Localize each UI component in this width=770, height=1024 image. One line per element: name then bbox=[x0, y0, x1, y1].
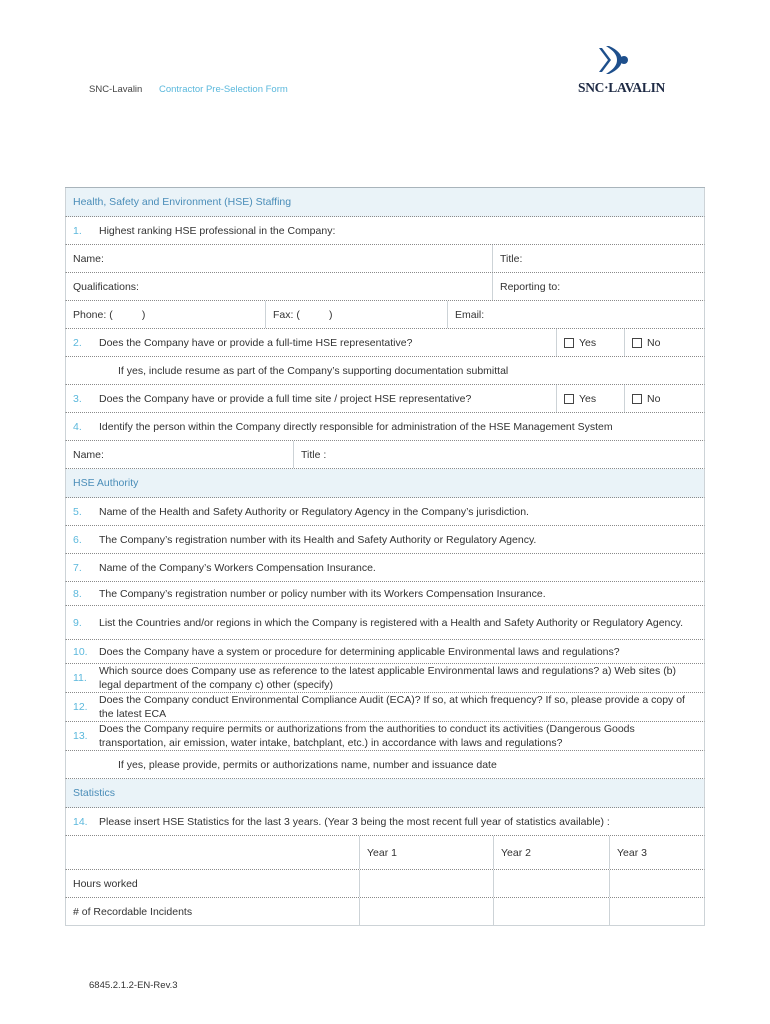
row-label: Hours worked bbox=[73, 877, 138, 890]
column-header: Year 2 bbox=[493, 836, 609, 869]
checkbox-icon[interactable] bbox=[632, 338, 642, 348]
checkbox-icon[interactable] bbox=[632, 394, 642, 404]
question-number: 4. bbox=[73, 420, 82, 433]
year-1-input[interactable] bbox=[359, 870, 493, 897]
question-number: 12. bbox=[73, 701, 88, 713]
question-text: The Company’s registration number or policy number with its Workers Compensation Insurance. bbox=[99, 587, 546, 600]
phone-field[interactable]: Phone: ( ) bbox=[73, 308, 146, 321]
document-code: 6845.2.1.2-EN-Rev.3 bbox=[89, 980, 178, 991]
yes-option[interactable] bbox=[556, 329, 624, 356]
question-number: 6. bbox=[73, 533, 82, 546]
column-header: Year 3 bbox=[609, 836, 704, 869]
logo-wordmark: SNC·LAVALIN bbox=[578, 80, 665, 95]
question-text: Which source does Company use as reference to the latest applicable Environmental laws and regulations? a) Web sites (b) legal department of the company c) other (specify) bbox=[99, 665, 677, 691]
question-7 bbox=[65, 554, 705, 582]
question-number: 8. bbox=[73, 587, 82, 600]
header-left bbox=[89, 84, 288, 95]
yes-label: Yes bbox=[579, 336, 597, 349]
no-label: No bbox=[647, 392, 661, 405]
note-text: If yes, please provide, permits or authorizations name, number and issuance date bbox=[118, 758, 497, 771]
company-logo bbox=[578, 44, 688, 98]
question-number: 14. bbox=[73, 815, 88, 828]
yes-label: Yes bbox=[579, 392, 597, 405]
question-number: 9. bbox=[73, 616, 82, 629]
question-13 bbox=[65, 722, 705, 751]
section-title: HSE Authority bbox=[73, 477, 139, 489]
question-8 bbox=[65, 582, 705, 606]
qualifications-row bbox=[65, 273, 705, 301]
question-text: Identify the person within the Company directly responsible for administration of the HSE Management System bbox=[99, 420, 613, 433]
year-2-input[interactable] bbox=[493, 870, 609, 897]
year-3-input[interactable] bbox=[609, 870, 704, 897]
question-number: 13. bbox=[73, 730, 88, 742]
note-text: If yes, include resume as part of the Company’s supporting documentation submittal bbox=[118, 364, 509, 377]
question-text: Does the Company require permits or authorizations from the authorities to conduct its activities (Dangerous Goods transportation, air emission, water intake, batchplant, etc.) in accordance with laws and regulations? bbox=[99, 723, 635, 749]
question-number: 1. bbox=[73, 224, 82, 237]
title-field[interactable]: Title: bbox=[492, 245, 704, 272]
question-number: 3. bbox=[73, 392, 82, 405]
question-number: 7. bbox=[73, 561, 82, 574]
form-title: Contractor Pre-Selection Form bbox=[158, 84, 288, 95]
section-staffing bbox=[65, 188, 705, 217]
table-row bbox=[65, 898, 705, 926]
question-number: 11. bbox=[73, 672, 87, 684]
section-authority bbox=[65, 469, 705, 498]
section-title: Statistics bbox=[73, 787, 116, 799]
question-1 bbox=[65, 217, 705, 245]
table-header-row bbox=[65, 836, 705, 870]
question-2-note bbox=[65, 357, 705, 385]
row-label: # of Recordable Incidents bbox=[73, 905, 193, 918]
logo-mark-icon bbox=[598, 44, 632, 76]
question-text: The Company’s registration number with its Health and Safety Authority or Regulatory Agency. bbox=[99, 533, 537, 546]
name-title-row bbox=[65, 245, 705, 273]
statistics-table bbox=[65, 836, 705, 926]
question-number: 2. bbox=[73, 336, 82, 349]
question-4 bbox=[65, 413, 705, 441]
year-2-input[interactable] bbox=[493, 898, 609, 925]
question-text: Please insert HSE Statistics for the last 3 years. (Year 3 being the most recent full year of statistics available) : bbox=[99, 815, 610, 828]
question-6 bbox=[65, 526, 705, 554]
question-13-note bbox=[65, 751, 705, 779]
question-text: List the Countries and/or regions in which the Company is registered with a Health and Safety Authority or Regulatory Agency. bbox=[99, 616, 684, 629]
fax-field[interactable]: Fax: ( ) bbox=[265, 301, 447, 328]
checkbox-icon[interactable] bbox=[564, 394, 574, 404]
section-title: Health, Safety and Environment (HSE) Staffing bbox=[73, 196, 292, 208]
table-row bbox=[65, 870, 705, 898]
contact-row bbox=[65, 301, 705, 329]
hse-form bbox=[65, 187, 705, 926]
year-1-input[interactable] bbox=[359, 898, 493, 925]
question-11 bbox=[65, 664, 705, 693]
question-text: Does the Company conduct Environmental Compliance Audit (ECA)? If so, at which frequency? If so, please provide a copy of the latest ECA bbox=[99, 694, 685, 720]
reporting-to-field[interactable]: Reporting to: bbox=[492, 273, 704, 300]
no-label: No bbox=[647, 336, 661, 349]
question-12 bbox=[65, 693, 705, 722]
year-3-input[interactable] bbox=[609, 898, 704, 925]
name-field[interactable]: Name: bbox=[73, 448, 104, 461]
question-text: Does the Company have a system or procedure for determining applicable Environmental laws and regulations? bbox=[99, 645, 620, 658]
question-text: Does the Company have or provide a full time site / project HSE representative? bbox=[99, 392, 472, 405]
question-text: Highest ranking HSE professional in the Company: bbox=[99, 224, 336, 237]
email-field[interactable]: Email: bbox=[447, 301, 704, 328]
column-header: Year 1 bbox=[359, 836, 493, 869]
no-option[interactable] bbox=[624, 329, 704, 356]
question-text: Name of the Company’s Workers Compensation Insurance. bbox=[99, 561, 376, 574]
section-statistics bbox=[65, 779, 705, 808]
question-number: 5. bbox=[73, 505, 82, 518]
responsible-person-row bbox=[65, 441, 705, 469]
question-10 bbox=[65, 640, 705, 664]
question-number: 10. bbox=[73, 645, 88, 658]
question-5 bbox=[65, 498, 705, 526]
question-2 bbox=[65, 329, 705, 357]
yes-option[interactable] bbox=[556, 385, 624, 412]
no-option[interactable] bbox=[624, 385, 704, 412]
checkbox-icon[interactable] bbox=[564, 338, 574, 348]
question-text: Name of the Health and Safety Authority or Regulatory Agency in the Company’s jurisdiction. bbox=[99, 505, 529, 518]
question-9 bbox=[65, 606, 705, 640]
name-field[interactable]: Name: bbox=[73, 252, 104, 265]
table-corner-cell bbox=[66, 836, 359, 869]
qualifications-field[interactable]: Qualifications: bbox=[73, 280, 139, 293]
org-name: SNC-Lavalin bbox=[89, 84, 143, 95]
question-text: Does the Company have or provide a full-time HSE representative? bbox=[99, 336, 413, 349]
question-14 bbox=[65, 808, 705, 836]
title-field[interactable]: Title : bbox=[293, 441, 704, 468]
question-3 bbox=[65, 385, 705, 413]
